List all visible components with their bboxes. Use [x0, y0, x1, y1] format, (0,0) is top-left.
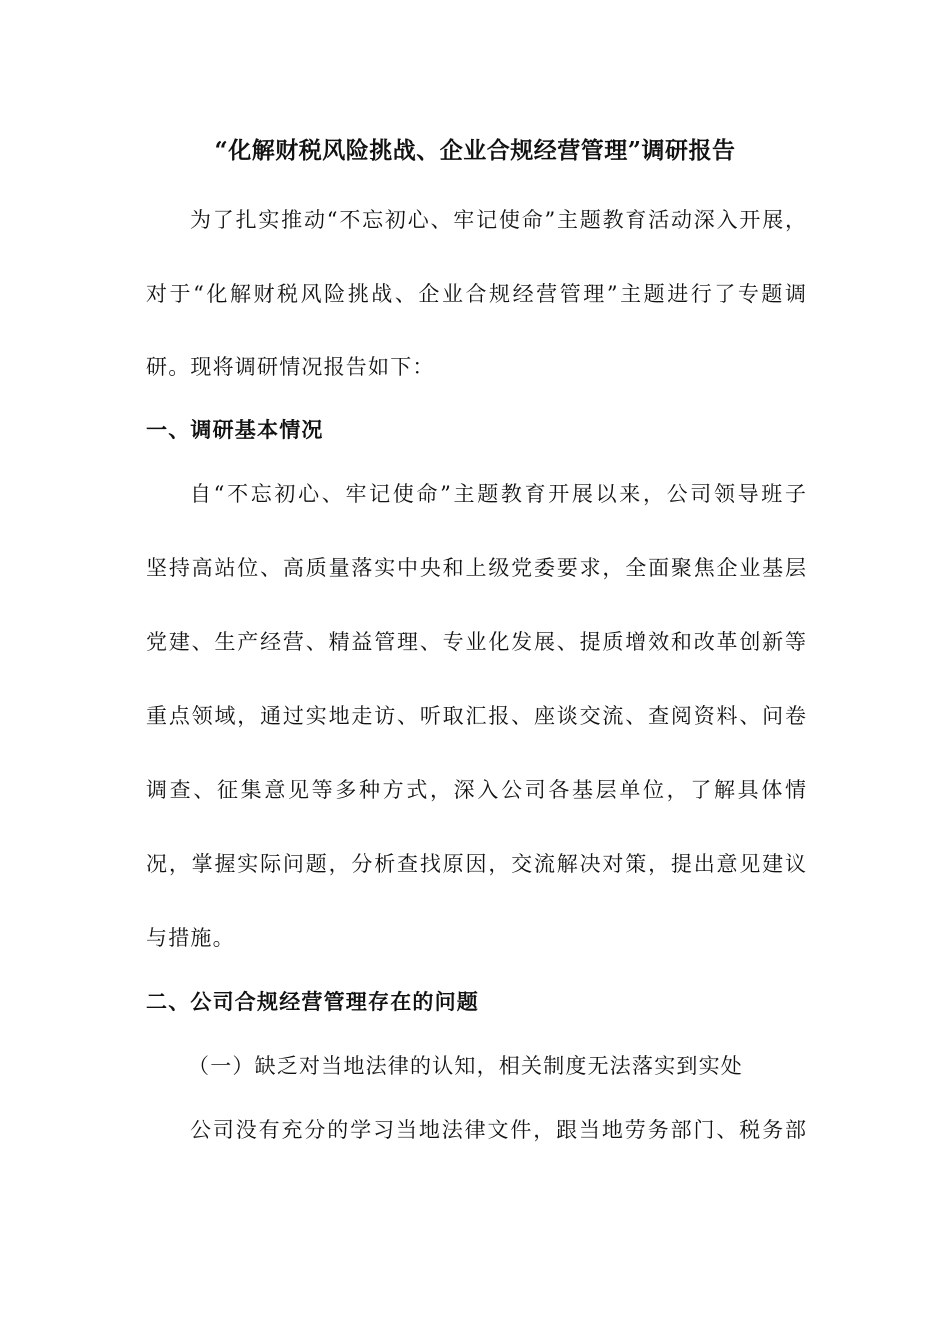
section-1-line-4: 重点领域，通过实地走访、听取汇报、座谈交流、查阅资料、问卷	[146, 704, 806, 728]
section-1-line-1: 自“不忘初心、牢记使命”主题教育开展以来，公司领导班子	[190, 482, 806, 506]
intro-line-2: 对于“化解财税风险挑战、企业合规经营管理”主题进行了专题调	[146, 282, 806, 306]
section-2-line-1: 公司没有充分的学习当地法律文件，跟当地劳务部门、税务部	[190, 1118, 806, 1142]
section-2-heading: 二、公司合规经营管理存在的问题	[146, 989, 479, 1014]
section-1-line-3: 党建、生产经营、精益管理、专业化发展、提质增效和改革创新等	[146, 630, 806, 654]
section-1-heading: 一、调研基本情况	[146, 417, 324, 442]
intro-line-3: 研。现将调研情况报告如下：	[146, 355, 435, 379]
section-1-line-2: 坚持高站位、高质量落实中央和上级党委要求，全面聚焦企业基层	[146, 556, 806, 580]
section-1-line-5: 调查、征集意见等多种方式，深入公司各基层单位，了解具体情	[146, 778, 806, 802]
section-1-line-7: 与措施。	[146, 926, 235, 950]
document-title: “化解财税风险挑战、企业合规经营管理”调研报告	[214, 137, 736, 164]
section-2-subheading: （一）缺乏对当地法律的认知，相关制度无法落实到实处	[188, 1054, 743, 1078]
section-1-line-6: 况，掌握实际问题，分析查找原因，交流解决对策，提出意见建议	[146, 852, 806, 876]
intro-line-1: 为了扎实推动“不忘初心、牢记使命”主题教育活动深入开展，	[190, 208, 806, 232]
